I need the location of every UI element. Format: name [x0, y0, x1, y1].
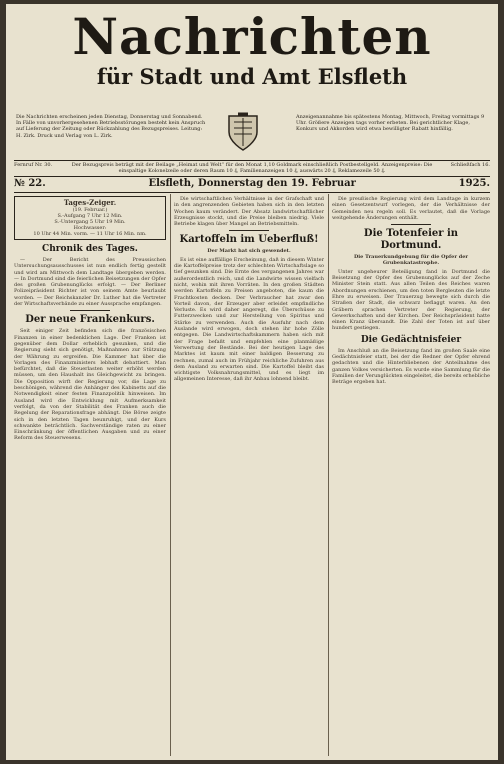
totenfeier-text: Unter ungeheurer Beteiligung fand in Dortmund die Beisetzung der Opfer des Grubenunglücks auf der Zeche Minister Stein statt. Aus allen Teilen des Reiches waren Abordnungen erschienen, um den toten Bergleuten die letzte Ehre zu erweisen. Der Trauerzug bewegte sich durch die Straßen der Stadt, die schwarz beflaggt waren. An den Gräbern sprachen Vertreter der Regierung, der Gewerkschaften und der Kirchen. Der Reichspräsident hatte einen Kranz übersandt. Die Zahl der Toten ist auf über hundert gestiegen. [332, 268, 490, 332]
masthead-subtitle: für Stadt und Amt Elsfleth [96, 64, 408, 89]
issue-year: 1925. [458, 178, 490, 189]
sunrise-line: S.-Aufgang 7 Uhr 12 Min. [57, 213, 123, 219]
post-box: Schließfach 16. [450, 162, 490, 168]
issue-line [14, 178, 490, 189]
gedaechtnisfeier-text: Im Anschluß an die Beisetzung fand im großen Saale eine Gedächtnisfeier statt, bei der die Redner der Opfer ehrend gedachten und die Hinterbliebenen der Anteilnahme des ganzen Volkes versicherten. Es wurde eine Sammlung für die Familien der Verunglückten eingeleitet, die bereits erhebliche Beträge ergeben hat. [332, 347, 490, 386]
tages-zeiger-date: (19. Februar.) [72, 207, 108, 213]
issue-number: № 22. [14, 178, 46, 189]
chronik-heading: Chronik des Tages. [42, 244, 138, 254]
high-water-times: 10 Uhr 44 Min. vorm. — 11 Uhr 16 Min. nm. [33, 231, 147, 237]
column-separator [170, 194, 171, 756]
divider [229, 230, 269, 231]
header-rule-bottom [14, 192, 490, 193]
totenfeier-heading: Die Totenfeier in Dortmund. [363, 228, 459, 252]
high-water-label: Hochwasser: [73, 225, 107, 231]
kartoffeln-text: Es ist eine auffällige Erscheinung, daß in diesem Winter die Kartoffelpreise trotz der schlechten Wirtschaftslage so tief gesunken sind. Die Ernte des vergangenen Jahres war außerordentlich reich, und die Landwirte wissen vielfach nicht, wohin mit ihren Vorräten. In den großen Städten werden Kartoffeln zu Preisen angeboten, die kaum die Frachtkosten decken. Der Verbraucher hat zwar den Vorteil davon, der Erzeuger aber erleidet empfindliche Verluste. Es wird daher angeregt, die Überschüsse zu Futterzwecken und zur Herstellung von Spiritus und Stärke zu verwenden. Auch die Ausfuhr nach dem Auslande wird erwogen, doch stehen ihr hohe Zölle entgegen. Die Landwirtschaftskammern haben sich mit der Frage befaßt und empfehlen eine planmäßige Verwertung der Bestände. Bei der heutigen Lage des Marktes ist kaum mit einer baldigen Besserung zu rechnen, zumal auch im Frühjahr reichliche Zufuhren aus dem Ausland zu erwarten sind. Die Kartoffel bleibt das wichtigste Volksnahrungsmittel, und es liegt im allgemeinen Interesse, daß ihr Anbau lohnend bleibt. [174, 256, 324, 383]
column-right [332, 196, 490, 756]
masthead-title: Nachrichten [72, 7, 432, 66]
column-left [14, 196, 166, 756]
price-info-line [14, 162, 490, 174]
right-intro-text: Die preußische Regierung wird dem Landtage in kurzem einen Gesetzentwurf vorlegen, der die Verhältnisse der Gemeinden neu regeln soll. Es verlautet, daß die Vorlage weitgehende Änderungen enthält. [332, 196, 490, 221]
newspaper-page [6, 4, 498, 760]
tages-zeiger-box [14, 196, 166, 240]
header-publication-info: Die Nachrichten erscheinen jeden Dienstag, Donnerstag und Sonnabend. In Fälle von unvorhergesehenen Betriebsstörungen besteht kein Anspruch auf Lieferung der Zeitung oder Rückzahlung des Bezugspreises. Leitung: H. Zirk. Druck und Verlag von L. Zirk. [16, 114, 206, 139]
column-middle [174, 196, 324, 756]
issue-date: Elsfleth, Donnerstag den 19. Februar [148, 178, 356, 189]
header-rule-top [14, 160, 490, 161]
kartoffeln-subheading: Der Markt hat sich gewendet. [207, 248, 291, 255]
divider [70, 310, 110, 311]
frankenkurs-heading: Der neue Frankenkurs. [25, 314, 155, 326]
tages-zeiger-title: Tages-Zeiger. [63, 198, 117, 207]
chronik-text: — Der Bericht des Preussischen Untersuchungsausschusses ist nun endlich fertig gestellt und wird am Mittwoch dem Landtage übergeben werden. — In Dortmund sind die feierlichen Beisetzungen der Opfer des großen Grubenunglücks erfolgt. — Der Berliner Polizeipräsident Richter ist von seinem Amte beurlaubt worden. — Der Reichskanzler Dr. Luther hat die Vertreter der Wirtschaftsverbände zu einer Aussprache empfangen. [14, 257, 166, 308]
sunset-line: S.-Untergang 5 Uhr 19 Min. [54, 219, 126, 225]
kartoffeln-heading: Kartoffeln im Ueberfluß! [179, 234, 319, 246]
totenfeier-subheading: Die Trauerkundgebung für die Opfer der Grubenkatastrophe. [353, 254, 469, 267]
gedaechtnisfeier-heading: Die Gedächtnisfeier [360, 334, 462, 345]
header-advertising-info: Anzeigenannahme bis spätestens Montag, Mittwoch, Freitag vormittags 9 Uhr. Größere Anzeigen tags vorher erbeten. Bei gerichtlicher Klage, Konkurs und Akkorden wird etwa bewilligter Rabatt hinfällig. [296, 114, 485, 133]
column-separator [328, 194, 329, 756]
price-info: Der Bezugspreis beträgt mit der Beilage „Heimat und Welt“ für den Monat 1,10 Goldmark einschließlich Postbestellgeld. Anzeigenpreise: Die einspaltige Kolonelzeile oder deren Raum 10 ₰, Familienanzeigen 10 ₰, auswärts 20 ₰, Reklamezeile 50 ₰. [71, 162, 433, 174]
header-rule-mid [14, 176, 490, 177]
phone-number: Fernruf Nr. 30. [14, 162, 53, 168]
masthead [14, 7, 490, 90]
city-crest-icon [226, 112, 260, 152]
middle-intro-text: Die wirtschaftlichen Verhältnisse in der Grafschaft und in den angrenzenden Gebieten haben sich in den letzten Wochen kaum verändert. Der Absatz landwirtschaftlicher Erzeugnisse stockt, und die Preise bleiben niedrig. Viele Betriebe klagen über Mangel an Betriebsmitteln. [174, 196, 324, 228]
divider [391, 224, 431, 225]
frankenkurs-text: Seit einiger Zeit befinden sich die französischen Finanzen in einer bedenklichen Lage. Der Franken ist gegenüber dem Dollar erheblich gesunken, und die Regierung sieht sich genötigt, Maßnahmen zur Stützung der Währung zu ergreifen. Die Kammer hat über die Vorlagen des Finanzministers lebhaft debattiert. Man befürchtet, daß die Steuerlasten weiter erhöht werden müssen, um den Haushalt ins Gleichgewicht zu bringen. Die Opposition wirft der Regierung vor, die Lage zu beschönigen, während die Anhänger des Kabinetts auf die Notwendigkeit einer festen Finanzpolitik hinweisen. Im Ausland wird die Entwicklung mit Aufmerksamkeit verfolgt, da von der Stabilität des Franken auch die Regelung der Reparationsfrage abhängt. Die Börse zeigte sich in den letzten Tagen beunruhigt, und der Kurs schwankte beträchtlich. Sachverständige raten zu einer Einschränkung der öffentlichen Ausgaben und zu einer Reform des Steuerwesens. [14, 328, 166, 442]
